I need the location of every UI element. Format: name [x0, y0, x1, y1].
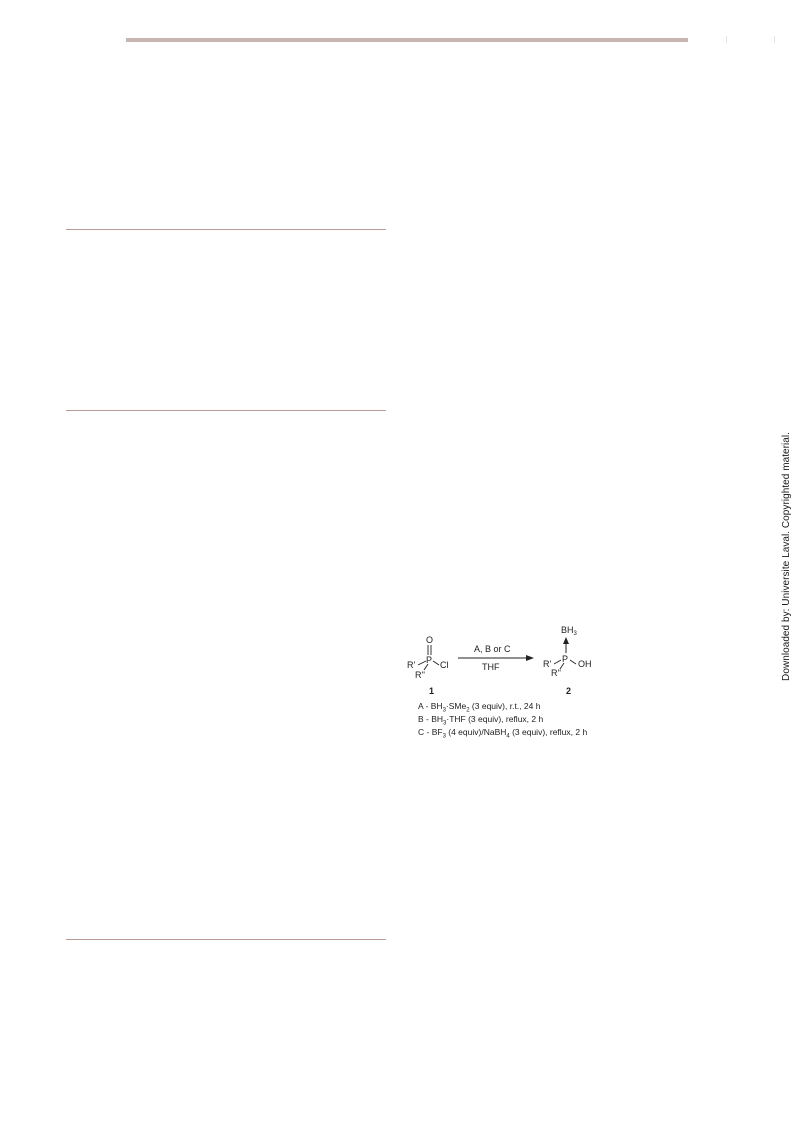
section-rule [66, 410, 386, 411]
c2-phosphorus: P [562, 654, 569, 664]
c2-r1: R' [543, 659, 552, 669]
condition-c: C - $BF_3$ (4 equiv)/NaBH$_4$ (3 equiv), reflux, 2 h [418, 727, 588, 740]
c1-r2: R'' [415, 670, 425, 680]
section-rule [66, 229, 386, 230]
corner-mark [774, 36, 775, 43]
download-watermark: Downloaded by: Universite Laval. Copyrighted material. [781, 432, 792, 681]
c1-chlorine: Cl [440, 660, 449, 670]
reaction-scheme [400, 615, 630, 745]
c1-oxygen: O [426, 635, 434, 645]
c1-r1: R' [407, 660, 416, 670]
header-bar [126, 38, 688, 42]
c1-phosphorus: P [426, 655, 433, 665]
corner-mark [726, 36, 727, 43]
c2-bh3: $BH_3$ [561, 625, 577, 637]
c2-r2: R'' [551, 668, 561, 678]
c2-label: 2 [566, 686, 572, 696]
c1-label: 1 [429, 686, 435, 696]
c2-hydroxyl: OH [578, 659, 592, 669]
reagent-label: A, B or C [474, 644, 511, 654]
condition-b: $B - BH_3\cdot THF$ (3 equiv), reflux, 2 h [418, 714, 544, 727]
solvent-label: THF [482, 662, 500, 672]
section-rule [66, 939, 386, 940]
condition-a: $A - BH_3\cdot SMe_2$ (3 equiv), r.t., 24 h [418, 701, 541, 714]
